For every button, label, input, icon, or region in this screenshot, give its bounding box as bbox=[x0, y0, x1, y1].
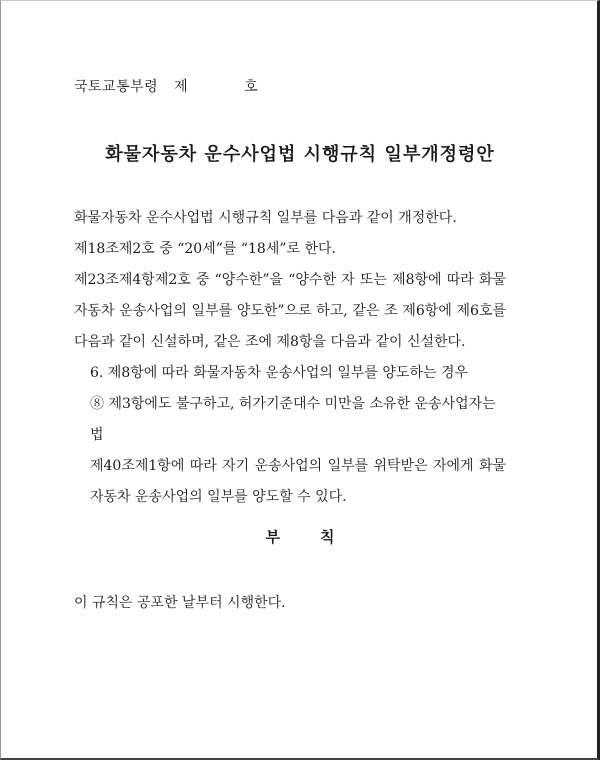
addendum-title-part2: 칙 bbox=[320, 528, 335, 546]
new-item-6: 6. 제8항에 따라 화물자동차 운송사업의 일부를 양도하는 경우 bbox=[90, 365, 468, 381]
new-paragraph-8-first-line: ⑧ 제3항에도 불구하고, 허가기준대수 미만을 소유한 운송사업자는 법 bbox=[90, 396, 496, 443]
intro-paragraph: 화물자동차 운수사업법 시행규칙 일부를 다음과 같이 개정한다. bbox=[74, 210, 457, 226]
addendum-text: 이 규칙은 공포한 날부터 시행한다. bbox=[74, 595, 286, 611]
amendment-article-18: 제18조제2호 중 “20세”를 “18세”로 한다. bbox=[74, 241, 336, 257]
document-title: 화물자동차 운수사업법 시행규칙 일부개정령안 bbox=[105, 144, 495, 165]
document-body bbox=[74, 203, 506, 513]
ordinance-number-suffix: 호 bbox=[244, 79, 259, 95]
addendum-title-part1: 부 bbox=[265, 528, 280, 546]
ordinance-number-line bbox=[74, 76, 258, 96]
addendum-title bbox=[0, 526, 600, 547]
new-paragraph-8-continuation: 제40조제1항에 따라 자기 운송사업의 일부를 위탁받은 자에게 화물자동차 운송사업의 일부를 양도할 수 있다. bbox=[90, 458, 506, 505]
ordinance-label: 국토교통부령 bbox=[74, 79, 159, 95]
ordinance-number-prefix: 제 bbox=[174, 79, 189, 95]
amendment-article-23: 제23조제4항제2호 중 “양수한”을 “양수한 자 또는 제8항에 따라 화물자동차 운송사업의 일부를 양도한”으로 하고, 같은 조 제6항에 제6호를 다음과 같이 신설하며, 같은 조에 제8항을 다음과 같이 신설한다. bbox=[74, 272, 506, 350]
